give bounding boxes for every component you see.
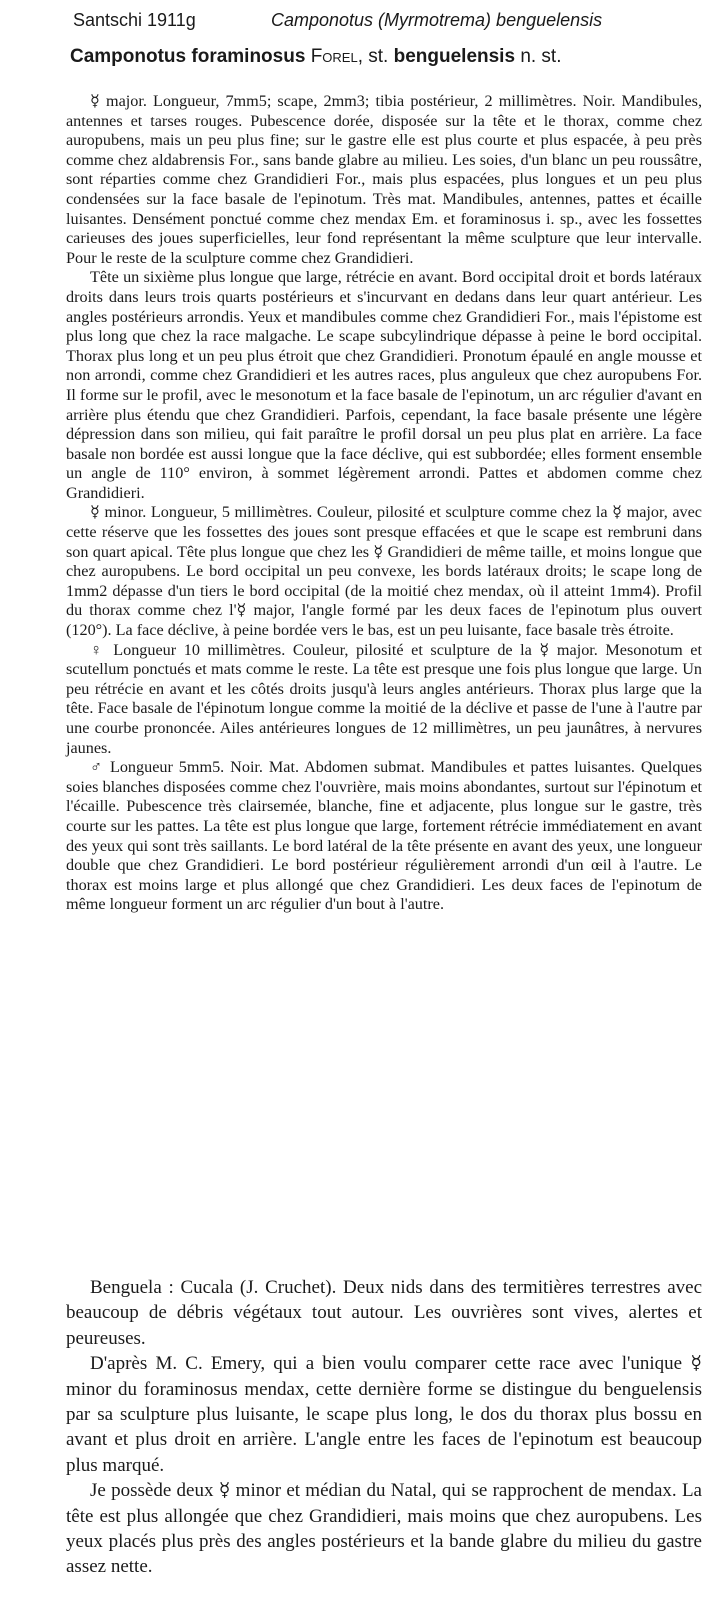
paragraph-worker-major: ☿ major. Longueur, 7mm5; scape, 2mm3; tibia postérieur, 2 millimètres. Noir. Mandibules, antennes et tarses rouges. Pubescence dorée, disposée sur la tête et le thorax, comme chez auropubens, mais un peu plus fine; sur le gastre elle est plus courte et plus espacée, à peu près comme chez aldabrensis For., sans bande glabre au milieu. Les soies, d'un blanc un peu roussâtre, sont réparties comme chez Grandidieri For., mais plus espacées, plus longues et un peu plus condensées sur la face basale de l'epinotum. Très mat. Mandibules, antennes, pattes et écaille luisantes. Densément ponctué comme chez mendax Em. et foraminosus i. sp., avec les fossettes carieuses des joues superficielles, leur fond représentant la même sculpture que leur intervalle. Pour le reste de la sculpture comme chez Grandidieri. (66, 92, 702, 267)
title-author: Forel (310, 46, 358, 67)
paragraph-head-thorax: Tête un sixième plus longue que large, rétrécie en avant. Bord occipital droit et bords latéraux droits dans leurs trois quarts postérieurs et s'incurvant en dedans dans leur quart antérieur. Les angles postérieurs arrondis. Yeux et mandibules comme chez Grandidieri For., mais l'épistome est plus long que chez la race malgache. Le scape subcylindrique dépasse à peine le bord occipital. Thorax plus long et un peu plus étroit que chez Grandidieri. Pronotum épaulé en angle mousse et non arrondi, comme chez Grandidieri et les autres races, plus anguleux que chez auropubens For. Il forme sur le profil, avec le mesonotum et la face basale de l'epinotum, un arc régulier d'avant en arrière plus étendu que chez Grandidieri. Parfois, cependant, la face basale présente une légère dépression dans son milieu, qui fait paraître le profil dorsal un peu plus plat en arrière. La face basale non bordée est aussi longue que la face déclive, qui est subbordée; elles forment ensemble un angle de 110° environ, à sommet légèrement arrondi. Pattes et abdomen comme chez Grandidieri. (66, 268, 702, 502)
description-block (66, 92, 702, 915)
paragraph-worker-minor: ☿ minor. Longueur, 5 millimètres. Couleur, pilosité et sculpture comme chez la ☿ major, avec cette réserve que les fossettes des joues sont presque effacées et que le scape est rembruni dans son quart apical. Tête plus longue que chez les ☿ Grandidieri de même taille, et moins longue que chez auropubens. Le bord occipital un peu convexe, les bords latéraux droits; le scape long de 1mm2 dépasse d'un tiers le bord occipital (de la moitié chez mendax, où il atteint 1mm4). Profil du thorax comme chez l'☿ major, l'angle formé par les deux faces de l'epinotum plus ouvert (120°). La face déclive, à peine bordée vers le bas, est un peu luisante, face basale très étroite. (66, 503, 702, 640)
paragraph-emery-comparison: D'après M. C. Emery, qui a bien voulu comparer cette race avec l'unique ☿ minor du foraminosus mendax, cette dernière forme se distingue du benguelensis par sa sculpture plus luisante, le scape plus long, le dos du thorax plus bossu en avant et plus droit en arrière. L'angle entre les faces de l'epinotum est beaucoup plus marqué. (66, 1353, 702, 1476)
paragraph-female: ♀ Longueur 10 millimètres. Couleur, pilosité et sculpture de la ☿ major. Mesonotum et scutellum ponctués et mats comme le reste. La tête est presque une fois plus longue que large. Un peu rétrécie en avant et les côtés droits jusqu'à leurs angles antérieurs. Thorax plus large que la tête. Face basale de l'épinotum longue comme la moitié de la déclive et passe de l'une à l'autre par une courbe prononcée. Ailes antérieures longues de 12 millimètres, un peu jaunâtres, à nervures jaunes. (66, 640, 702, 757)
paragraph-male: ♂ Longueur 5mm5. Noir. Mat. Abdomen submat. Mandibules et pattes luisantes. Quelques soies blanches disposées comme chez l'ouvrière, mais moins abondantes, surtout sur l'épinotum et l'écaille. Pubescence très clairsemée, blanche, fine et adjacente, plus longue sur le gastre, très courte sur les pattes. La tête est plus longue que large, fortement rétrécie immédiatement en avant des yeux qui sont très saillants. Le bord latéral de la tête présente en avant des yeux, une longueur double que chez Grandidieri. Le bord postérieur régulièrement arrondi d'un œil à l'autre. Le thorax est moins large et plus allongé que chez Grandidieri. Les deux faces de l'epinotum de même longueur forment un arc régulier d'un bout à l'autre. (66, 758, 702, 914)
title-species: Camponotus foraminosus (70, 46, 306, 67)
title-status: n. st. (520, 46, 562, 67)
paragraph-locality: Benguela : Cucala (J. Cruchet). Deux nids dans des termitières terrestres avec beaucoup de débris végétaux tout autour. Les ouvrières sont vives, alertes et peureuses. (66, 1277, 702, 1349)
remarks-block (66, 1275, 702, 1580)
article-title (70, 46, 710, 68)
taxon-label: Camponotus (Myrmotrema) benguelensis (271, 10, 603, 30)
paragraph-natal-specimens: Je possède deux ☿ minor et médian du Natal, qui se rapprochent de mendax. La tête est plus allongée que chez Grandidieri, mais moins que chez auropubens. Les yeux placés plus près des angles postérieurs et la bande glabre du milieu du gastre assez nette. (66, 1480, 702, 1578)
title-subspecies: benguelensis (393, 46, 516, 67)
title-rank: , st. (357, 46, 389, 67)
citation-label: Santschi 1911g (73, 10, 196, 30)
page-header (73, 10, 713, 36)
